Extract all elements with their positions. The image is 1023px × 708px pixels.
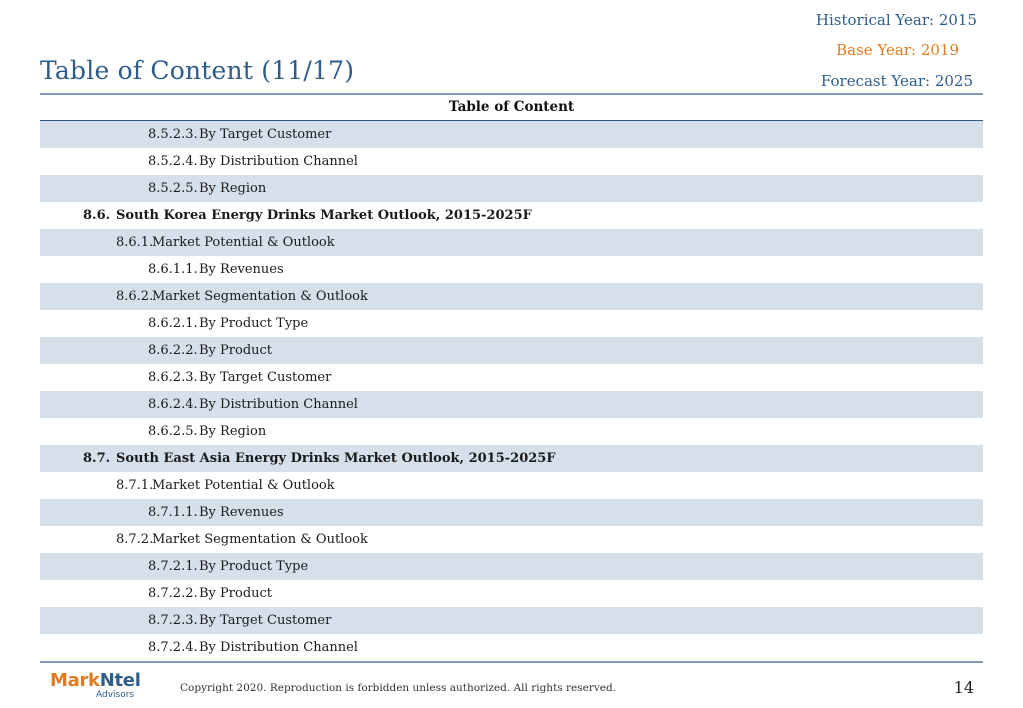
toc-row-number: 8.6. <box>83 208 111 223</box>
toc-row-text: By Target Customer <box>199 127 332 142</box>
toc-row-number: 8.7.1.1. <box>148 505 198 520</box>
toc-row-text: By Distribution Channel <box>199 397 358 412</box>
toc-row-text: By Revenues <box>199 262 284 277</box>
toc-row-number: 8.6.2.3. <box>148 370 198 385</box>
toc-row <box>40 580 983 607</box>
toc-row <box>40 337 983 364</box>
toc-row-number: 8.6.2.4. <box>148 397 198 412</box>
toc-row <box>40 229 983 256</box>
base-year: Base Year: 2019 <box>836 41 959 59</box>
toc-row <box>40 310 983 337</box>
toc-row-number: 8.6.2.1. <box>148 316 198 331</box>
toc-row <box>40 418 983 445</box>
toc-row-text: By Revenues <box>199 505 284 520</box>
toc-row-text: By Product <box>199 343 273 358</box>
toc-row-text: Market Potential & Outlook <box>152 478 335 493</box>
logo-subtitle: Advisors <box>96 690 135 700</box>
table-of-content <box>40 95 983 661</box>
toc-row-number: 8.7.2.3. <box>148 613 198 628</box>
toc-row-text: By Distribution Channel <box>199 640 358 655</box>
toc-row-text: By Target Customer <box>199 370 332 385</box>
toc-row-text: By Distribution Channel <box>199 154 358 169</box>
toc-row <box>40 121 983 148</box>
page-number: 14 <box>953 678 974 697</box>
toc-row-number: 8.6.1. <box>116 235 154 250</box>
toc-row <box>40 256 983 283</box>
historical-year: Historical Year: 2015 <box>815 11 977 29</box>
toc-row-number: 8.7.2.4. <box>148 640 198 655</box>
footer-divider <box>40 661 983 663</box>
toc-heading: Table of Content <box>40 95 983 121</box>
toc-row <box>40 553 983 580</box>
toc-row <box>40 283 983 310</box>
toc-row-text: Market Segmentation & Outlook <box>152 289 368 304</box>
toc-row <box>40 526 983 553</box>
toc-row <box>40 634 983 661</box>
toc-row-text: By Region <box>199 181 267 196</box>
toc-row-number: 8.7. <box>83 451 111 466</box>
toc-row-number: 8.5.2.4. <box>148 154 198 169</box>
toc-row <box>40 364 983 391</box>
logo-mark-text: Mark <box>50 670 100 691</box>
toc-row <box>40 391 983 418</box>
toc-row-text: By Product <box>199 586 273 601</box>
toc-row <box>40 175 983 202</box>
toc-row-number: 8.7.2.1. <box>148 559 198 574</box>
logo-wordmark <box>50 670 141 691</box>
page-title: Table of Content (11/17) <box>40 56 355 85</box>
toc-row-number: 8.7.2.2. <box>148 586 198 601</box>
toc-row-text: By Target Customer <box>199 613 332 628</box>
toc-rows <box>40 121 983 661</box>
toc-row-text: By Product Type <box>199 316 309 331</box>
toc-row-text: South East Asia Energy Drinks Market Outlook, 2015-2025F <box>116 451 556 466</box>
toc-row-number: 8.6.2.2. <box>148 343 198 358</box>
toc-row <box>40 499 983 526</box>
toc-row-number: 8.6.2.5. <box>148 424 198 439</box>
toc-row <box>40 445 983 472</box>
toc-row-number: 8.6.2. <box>116 289 154 304</box>
toc-row <box>40 607 983 634</box>
copyright-notice: Copyright 2020. Reproduction is forbidden unless authorized. All rights reserved. <box>180 682 617 694</box>
toc-row-number: 8.5.2.3. <box>148 127 198 142</box>
logo-ntel-text: Ntel <box>99 670 141 691</box>
forecast-year: Forecast Year: 2025 <box>820 72 973 90</box>
toc-row-text: South Korea Energy Drinks Market Outlook, 2015-2025F <box>116 208 532 223</box>
toc-row-number: 8.7.2. <box>116 532 154 547</box>
marknitel-logo <box>50 670 140 702</box>
toc-row-number: 8.7.1. <box>116 478 154 493</box>
toc-row-text: Market Potential & Outlook <box>152 235 335 250</box>
toc-row <box>40 202 983 229</box>
toc-row <box>40 472 983 499</box>
toc-row-text: Market Segmentation & Outlook <box>152 532 368 547</box>
toc-row-number: 8.6.1.1. <box>148 262 198 277</box>
toc-row <box>40 148 983 175</box>
toc-row-text: By Product Type <box>199 559 309 574</box>
toc-row-number: 8.5.2.5. <box>148 181 198 196</box>
toc-row-text: By Region <box>199 424 267 439</box>
